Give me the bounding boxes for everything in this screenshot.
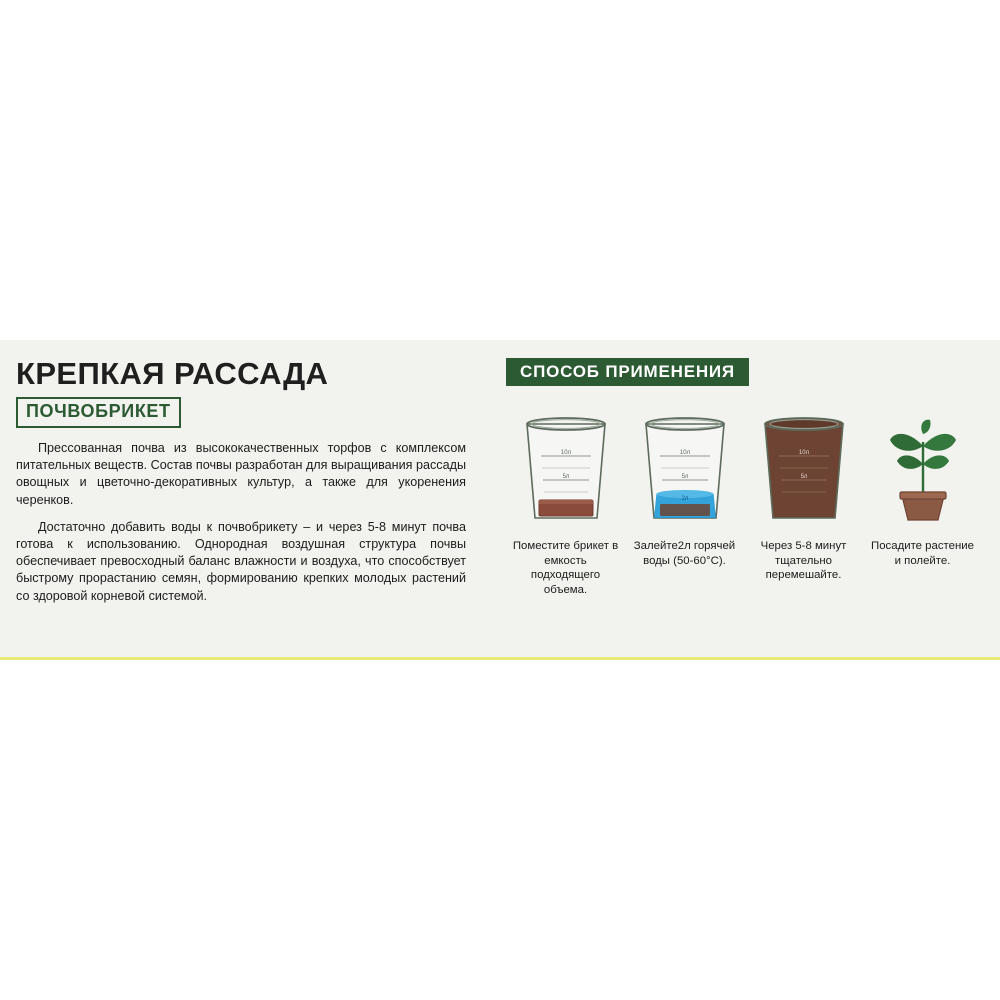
product-type-badge: [16, 397, 181, 428]
usage-step-3-caption: Через 5-8 минут тщательно перемешайте.: [760, 540, 847, 582]
description-paragraph-1: Прессованная почва из высококачественных торфов с комплексом питательных веществ. Состав почвы разработан для выращивания рассады овощных и цветочно-декоративных культур, а также для укоренения черенков.: [16, 441, 466, 507]
usage-step-1: [506, 412, 625, 597]
svg-text:10л: 10л: [679, 450, 690, 456]
usage-step-2: [625, 412, 744, 568]
usage-step-3: [744, 412, 863, 583]
svg-text:5л: 5л: [562, 474, 569, 480]
product-type-label: ПОЧВОБРИКЕТ: [26, 401, 171, 421]
bucket-with-water-icon: [630, 412, 740, 530]
svg-text:2л: 2л: [681, 496, 688, 502]
bucket-with-briquette-icon: [511, 412, 621, 530]
description-column: [16, 358, 476, 615]
svg-text:5л: 5л: [800, 474, 807, 480]
usage-steps: [506, 412, 984, 597]
svg-text:10л: 10л: [798, 450, 809, 456]
usage-step-2-caption: Залейте2л горячей воды (50-60°С).: [633, 540, 736, 567]
bottom-accent-rule: [0, 657, 1000, 660]
label-band: [0, 340, 1000, 660]
usage-step-1-caption: Поместите брикет в емкость подходящего объема.: [512, 540, 619, 596]
usage-column: [506, 358, 984, 597]
page-title: КРЕПКАЯ РАССАДА: [16, 356, 329, 391]
usage-step-4-caption: Посадите растение и полейте.: [871, 540, 974, 567]
svg-text:5л: 5л: [681, 474, 688, 480]
usage-header: СПОСОБ ПРИМЕНЕНИЯ: [506, 358, 749, 386]
usage-step-4: [863, 412, 982, 568]
bucket-with-soil-icon: [749, 412, 859, 530]
svg-text:10л: 10л: [560, 450, 571, 456]
description-paragraph-2: Достаточно добавить воды к почвобрикету – и через 5-8 минут почва готова к использованию. Однородная воздушная структура почвы обеспечивает превосходный баланс влажности и воздуха, что способствует быстрому прорастанию семян, формированию крепких молодых растений со здоровой корневой системой.: [16, 519, 466, 603]
potted-plant-icon: [868, 412, 978, 530]
